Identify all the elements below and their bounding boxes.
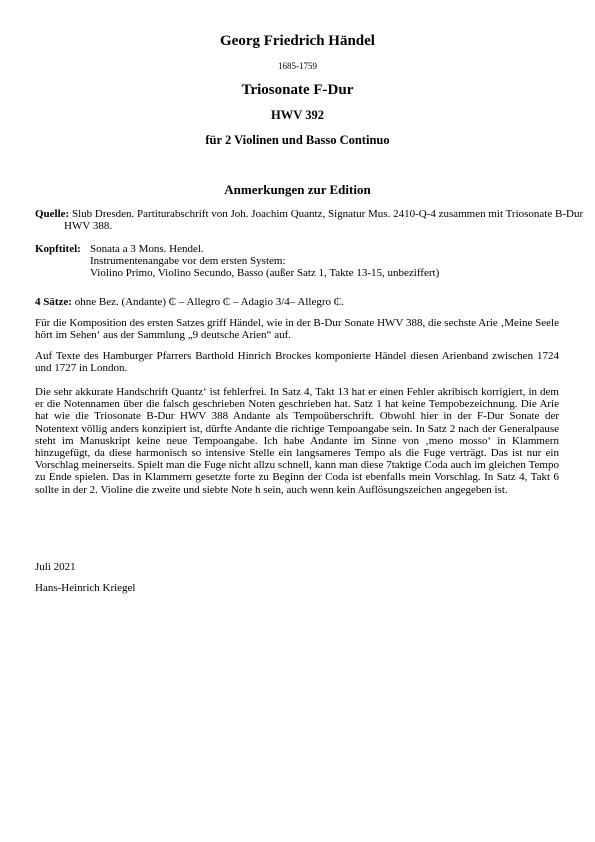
movements-text: ohne Bez. (Andante) ₵ – Allegro ₵ – Adagio 3/4– Allegro ₵. [74, 296, 344, 308]
header-title-line: Instrumentenangabe vor dem ersten System: [90, 255, 286, 268]
paragraph-composition: Für die Komposition des ersten Satzes griff Händel, wie in der B-Dur Sonate HWV 388, die sechste Arie ‚Meine Seele hört im Sehen‘ aus der Sammlung „9 deutsche Arien“ auf. [35, 317, 559, 342]
paragraph-brockes: Auf Texte des Hamburger Pfarrers Barthold Hinrich Brockes komponierte Händel diesen Arienband zwischen 1724 und 1727 in London. [35, 350, 559, 375]
notes-heading: Anmerkungen zur Edition [224, 182, 371, 197]
movements-label: 4 Sätze: [35, 296, 72, 308]
movements-note [35, 296, 559, 308]
scoring-line: für 2 Violinen und Basso Continuo [205, 133, 390, 147]
editor-name: Hans-Heinrich Kriegel [35, 582, 136, 594]
source-note [35, 208, 588, 232]
source-label: Quelle: [35, 208, 70, 220]
work-title: Triosonate F-Dur [241, 82, 354, 98]
header-title-line: Violino Primo, Violino Secundo, Basso (außer Satz 1, Takte 13-15, unbeziffert) [90, 267, 440, 280]
composer-name: Georg Friedrich Händel [220, 33, 375, 49]
header-title-line: Sonata a 3 Mons. Hendel. [90, 243, 204, 255]
header-title-note [35, 243, 559, 280]
header-title-label: Kopftitel: [35, 243, 81, 255]
paragraph-manuscript: Die sehr akkurate Handschrift Quantz‘ ist fehlerfrei. In Satz 4, Takt 13 hat er einen Fehler akribisch korrigiert, in dem er die Notennamen über die falsch geschrieben Noten geschrieben hat. Satz 1 hat keine Tempobezeichnung. Die Arie hat wie die Triosonate B-Dur HWV 388 Andante als Tempoüberschrift. Obwohl hier in der F-Dur Sonate der Notentext völlig anders konzipiert ist, dürfte Andante die richtige Tempoangabe sein. In Satz 2 nach der Generalpause steht im Manuskript keine neue Tempoangabe. Ich habe Andante im Sinne von ‚meno mosso‘ in Klammern hinzugefügt, da diese harmonisch so intensive Stelle ein langsameres Tempo als die Fuge verträgt. Das ist nur ein Vorschlag meinerseits. Spielt man die Fuge nicht allzu schnell, kann man diese 7taktige Coda auch im gleichen Tempo zu Ende spielen. Das in Klammern gesetzte forte zu Beginn der Coda ist ebenfalls mein Vorschlag. In Satz 4, Takt 6 sollte in der 2. Violine die zweite und siebte Note h sein, auch wenn kein Auflösungszeichen angegeben ist. [35, 386, 559, 496]
composer-dates: 1685-1759 [278, 61, 317, 71]
catalog-number: HWV 392 [271, 108, 324, 122]
source-text: Slub Dresden. Partiturabschrift von Joh. Joachim Quantz, Signatur Mus. 2410-Q-4 zusammen mit Triosonate B-Dur HWV 388. [64, 208, 584, 233]
edition-date: Juli 2021 [35, 561, 76, 573]
